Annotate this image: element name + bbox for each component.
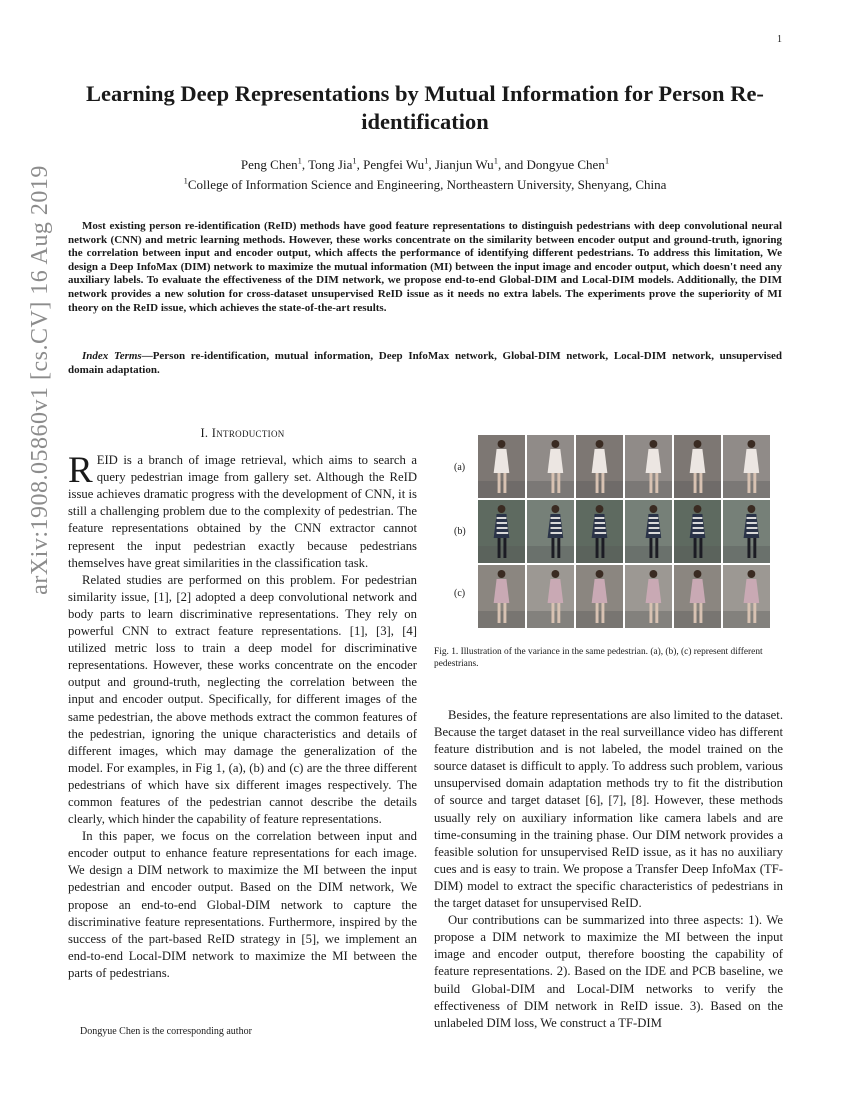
pedestrian-image-b-3 (576, 500, 623, 563)
author: Dongyue Chen (526, 157, 605, 172)
section-title: Introduction (211, 426, 285, 440)
pedestrian-image-a-3 (576, 435, 623, 498)
pedestrian-image-b-2 (527, 500, 574, 563)
author-sep: , and (497, 157, 527, 172)
pedestrian-image-c-4 (625, 565, 672, 628)
section-heading (68, 425, 417, 442)
pedestrian-image-b-1 (478, 500, 525, 563)
drop-cap: R (68, 450, 93, 492)
author: Jianjun Wu (434, 157, 494, 172)
author: Pengfei Wu (363, 157, 425, 172)
section-number: I. (200, 426, 212, 440)
affiliation-text: College of Information Science and Engineering, Northeastern University, Shenyang, China (187, 177, 667, 192)
author-list (70, 157, 780, 173)
pedestrian-image-a-2 (527, 435, 574, 498)
author-sep: , (356, 157, 364, 172)
index-terms-text: —Person re-identification, mutual information, Deep InfoMax network, Global-DIM network, Local-DIM network, unsupervised domain adaptation. (68, 350, 782, 376)
pedestrian-image-a-4 (625, 435, 672, 498)
paragraph-text: EID is a branch of image retrieval, which aims to search a query pedestrian image from gallery set. Although the ReID issue achieves dramatic progress with the development of CNN, it is still a challenging problem due to the complexity of pedestrian. The feature representations obtained by the CNN extractor cannot represent the input pedestrian exactly because pedestrians themselves have great similarities in the classification task. (68, 453, 417, 570)
author-affil-mark: 1 (424, 155, 429, 166)
author-affil-mark: 1 (352, 155, 357, 166)
pedestrian-image-c-5 (674, 565, 721, 628)
figure-image-grid (478, 435, 770, 628)
author: Peng Chen (240, 157, 298, 172)
figure-row-label: (b) (454, 526, 466, 537)
figure-row-label: (c) (454, 588, 466, 599)
pedestrian-image-c-1 (478, 565, 525, 628)
paragraph (68, 452, 417, 572)
right-column (434, 707, 783, 1032)
index-terms (68, 350, 782, 377)
abstract: Most existing person re-identification (ReID) methods have good feature representations to distinguish pedestrians with deep convolutional neural network (CNN) and metric learning methods. However, these works concentrate on the similarity between encoder output and ground-truth, ignoring the correlation between input and encoder output, which affects the performance of identifying different pedestrians. To address this limitation, We design a Deep InfoMax (DIM) network to maximize the mutual information (MI) between the input image and encoder output, which doesn't need any auxiliary labels. To evaluate the effectiveness of the DIM network, we propose end-to-end Global-DIM and Local-DIM models. Additionally, the DIM network provides a new solution for cross-dataset unsupervised ReID issue as it needs no extra labels. The experiments prove the superiority of MI theory on the ReID issue, which achieves the state-of-the-art results. (68, 220, 782, 314)
pedestrian-image-b-4 (625, 500, 672, 563)
author-affil-mark: 1 (493, 155, 498, 166)
footnote: Dongyue Chen is the corresponding author (80, 1026, 252, 1037)
pedestrian-image-c-3 (576, 565, 623, 628)
figure-row-label: (a) (454, 462, 466, 473)
pedestrian-image-b-6 (723, 500, 770, 563)
author: Tong Jia (308, 157, 353, 172)
pedestrian-image-a-1 (478, 435, 525, 498)
author-sep: , (301, 157, 309, 172)
pedestrian-image-b-5 (674, 500, 721, 563)
pedestrian-image-c-2 (527, 565, 574, 628)
author-affil-mark: 1 (604, 155, 610, 166)
affil-mark: 1 (183, 175, 188, 186)
paragraph: Our contributions can be summarized into three aspects: 1). We propose a DIM network to maximize the MI between the input image and encoder output, therefore boosting the capability of feature representations. 2). Based on the IDE and PCB baseline, we build Global-DIM and Local-DIM networks to verify the effectiveness of DIM network in ReID issue. 3). Based on the unlabeled DIM loss, We construct a TF-DIM (434, 913, 783, 1030)
page-number: 1 (777, 34, 782, 45)
paragraph: Related studies are performed on this problem. For pedestrian similarity issue, [1], [2] adopted a deep convolutional network and body parts to learn discriminative representations. They rely on powerful CNN to extract feature representations. [1], [3], [4] utilized metric loss to train a deep model for discriminative representations. However, these works concentrate on the encoder output and ground-truth, neglecting the correlation between the input and encoder output. Specifically, for different images of the same pedestrian, the above methods extract the common features of the pedestrian, ignoring the unique characteristics and details of different images, which may damage the generalization of the model. For examples, in Fig 1, (a), (b) and (c) are the three different pedestrians of which have six different images respectively. The common features of the pedestrian cannot describe the details clearly, which hinder the capability of feature representations. (68, 572, 417, 827)
paragraph: Besides, the feature representations are also limited to the dataset. Because the target dataset in the real surveillance video has different feature distribution and is not labeled, the model trained on the source dataset is difficult to apply. To address such problem, various unsupervised domain adaptation methods try to fit the distribution of source and target dataset [6], [7], [8]. However, these methods usually rely on auxiliary information like camera labels and are time-consuming in the training phase. Our DIM network provides a feasible solution for unsupervised ReID issue, as it has no auxiliary cues and is easy to train. We propose a Transfer Deep InfoMax (TF-DIM) model to extract the specific characteristics of pedestrians in the target dataset for unsupervised ReID. (434, 708, 783, 911)
pedestrian-image-a-5 (674, 435, 721, 498)
author-sep: , (428, 157, 435, 172)
index-terms-label: Index Terms (82, 350, 142, 362)
pedestrian-image-a-6 (723, 435, 770, 498)
paragraph: In this paper, we focus on the correlation between input and encoder output to enhance feature representations for each image. We design a DIM network to maximize the MI between the input pedestrian and encoder output. Based on the DIM network, We propose an end-to-end Global-DIM network to capture the discriminative feature representations. Furthermore, inspired by the success of the part-based ReID strategy in [5], we implement an end-to-end Local-DIM network to maximize the MI between the parts of pedestrians. (68, 829, 417, 980)
figure-1 (452, 434, 782, 634)
left-column (68, 425, 417, 982)
figure-caption: Fig. 1. Illustration of the variance in the same pedestrian. (a), (b), (c) represent different pedestrians. (434, 647, 763, 669)
paper-title: Learning Deep Representations by Mutual Information for Person Re-identification (86, 81, 764, 134)
pedestrian-image-c-6 (723, 565, 770, 628)
author-affil-mark: 1 (297, 155, 302, 166)
affiliation (70, 177, 780, 193)
arxiv-stamp: arXiv:1908.05860v1 [cs.CV] 16 Aug 2019 (27, 165, 53, 595)
